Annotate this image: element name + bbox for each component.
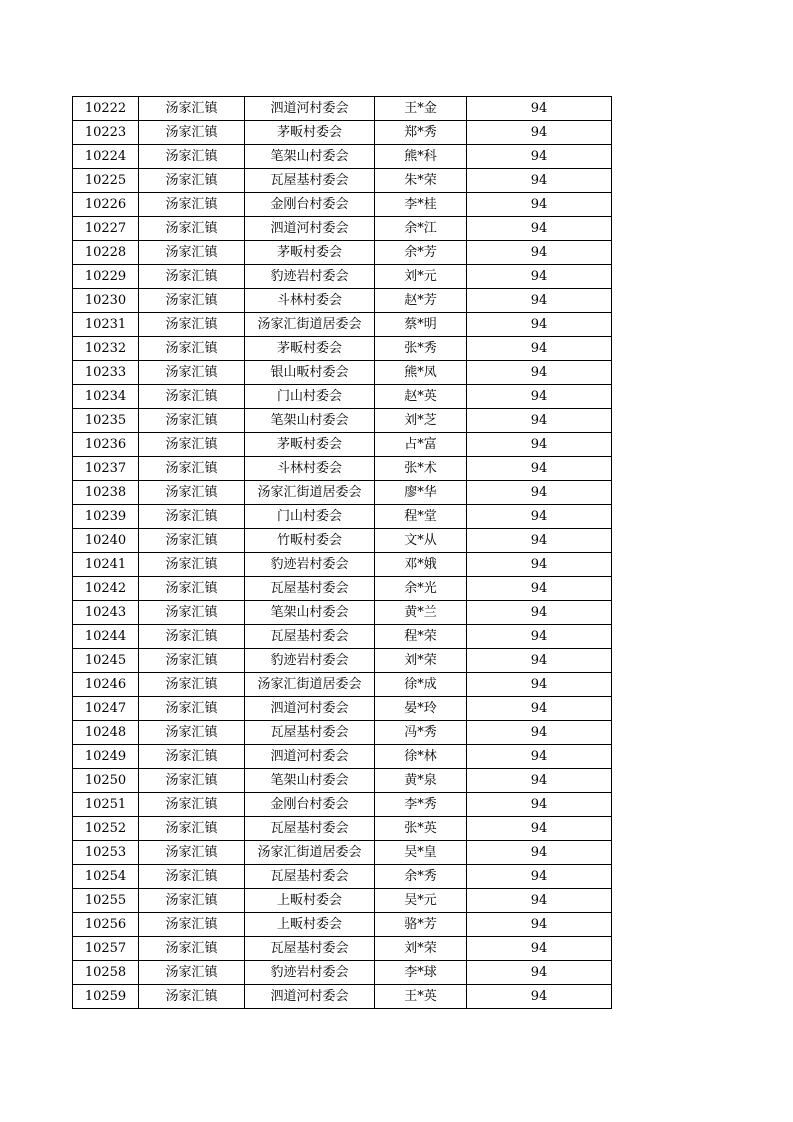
row-town-cell: 汤家汇镇 <box>139 193 245 217</box>
row-name-cell: 李*球 <box>375 961 467 985</box>
row-town-cell: 汤家汇镇 <box>139 961 245 985</box>
row-score-cell: 94 <box>467 241 612 265</box>
table-row <box>73 409 612 433</box>
row-town-cell: 汤家汇镇 <box>139 121 245 145</box>
row-village-cell: 豹迹岩村委会 <box>245 649 375 673</box>
table-row <box>73 385 612 409</box>
row-id-cell: 10238 <box>73 481 139 505</box>
row-id-cell: 10226 <box>73 193 139 217</box>
row-score-cell: 94 <box>467 697 612 721</box>
row-town-cell: 汤家汇镇 <box>139 793 245 817</box>
row-town-cell: 汤家汇镇 <box>139 529 245 553</box>
row-village-cell: 上畈村委会 <box>245 913 375 937</box>
row-name-cell: 王*金 <box>375 97 467 121</box>
row-score-cell: 94 <box>467 961 612 985</box>
row-village-cell: 斗林村委会 <box>245 289 375 313</box>
row-village-cell: 门山村委会 <box>245 385 375 409</box>
row-name-cell: 刘*荣 <box>375 937 467 961</box>
row-id-cell: 10255 <box>73 889 139 913</box>
row-village-cell: 茅畈村委会 <box>245 433 375 457</box>
row-name-cell: 占*富 <box>375 433 467 457</box>
row-id-cell: 10222 <box>73 97 139 121</box>
row-id-cell: 10254 <box>73 865 139 889</box>
table-row <box>73 553 612 577</box>
row-town-cell: 汤家汇镇 <box>139 313 245 337</box>
row-town-cell: 汤家汇镇 <box>139 145 245 169</box>
row-town-cell: 汤家汇镇 <box>139 553 245 577</box>
row-id-cell: 10258 <box>73 961 139 985</box>
row-id-cell: 10246 <box>73 673 139 697</box>
table-row <box>73 865 612 889</box>
table-row <box>73 193 612 217</box>
row-id-cell: 10244 <box>73 625 139 649</box>
row-id-cell: 10247 <box>73 697 139 721</box>
row-id-cell: 10253 <box>73 841 139 865</box>
row-town-cell: 汤家汇镇 <box>139 337 245 361</box>
table-row <box>73 97 612 121</box>
row-name-cell: 王*英 <box>375 985 467 1009</box>
table-row <box>73 577 612 601</box>
row-name-cell: 赵*芳 <box>375 289 467 313</box>
table-row <box>73 433 612 457</box>
row-town-cell: 汤家汇镇 <box>139 265 245 289</box>
row-id-cell: 10243 <box>73 601 139 625</box>
row-town-cell: 汤家汇镇 <box>139 817 245 841</box>
row-score-cell: 94 <box>467 193 612 217</box>
row-id-cell: 10242 <box>73 577 139 601</box>
row-score-cell: 94 <box>467 601 612 625</box>
row-score-cell: 94 <box>467 985 612 1009</box>
row-village-cell: 汤家汇街道居委会 <box>245 481 375 505</box>
row-id-cell: 10230 <box>73 289 139 313</box>
row-name-cell: 程*荣 <box>375 625 467 649</box>
row-village-cell: 泗道河村委会 <box>245 97 375 121</box>
row-village-cell: 泗道河村委会 <box>245 745 375 769</box>
row-id-cell: 10224 <box>73 145 139 169</box>
row-name-cell: 骆*芳 <box>375 913 467 937</box>
table-row <box>73 457 612 481</box>
row-name-cell: 熊*凤 <box>375 361 467 385</box>
table-row <box>73 889 612 913</box>
row-town-cell: 汤家汇镇 <box>139 721 245 745</box>
row-id-cell: 10229 <box>73 265 139 289</box>
row-town-cell: 汤家汇镇 <box>139 601 245 625</box>
table-row <box>73 625 612 649</box>
row-id-cell: 10228 <box>73 241 139 265</box>
row-score-cell: 94 <box>467 385 612 409</box>
table-row <box>73 649 612 673</box>
table-row <box>73 697 612 721</box>
row-village-cell: 银山畈村委会 <box>245 361 375 385</box>
row-name-cell: 刘*元 <box>375 265 467 289</box>
row-name-cell: 文*从 <box>375 529 467 553</box>
row-id-cell: 10257 <box>73 937 139 961</box>
row-score-cell: 94 <box>467 889 612 913</box>
row-score-cell: 94 <box>467 577 612 601</box>
row-name-cell: 晏*玲 <box>375 697 467 721</box>
row-id-cell: 10245 <box>73 649 139 673</box>
row-name-cell: 张*秀 <box>375 337 467 361</box>
row-name-cell: 吴*元 <box>375 889 467 913</box>
row-village-cell: 茅畈村委会 <box>245 241 375 265</box>
row-town-cell: 汤家汇镇 <box>139 625 245 649</box>
row-village-cell: 汤家汇街道居委会 <box>245 841 375 865</box>
row-id-cell: 10223 <box>73 121 139 145</box>
row-village-cell: 瓦屋基村委会 <box>245 865 375 889</box>
table-row <box>73 673 612 697</box>
row-id-cell: 10233 <box>73 361 139 385</box>
row-village-cell: 泗道河村委会 <box>245 985 375 1009</box>
row-name-cell: 吴*皇 <box>375 841 467 865</box>
row-id-cell: 10239 <box>73 505 139 529</box>
row-score-cell: 94 <box>467 97 612 121</box>
row-town-cell: 汤家汇镇 <box>139 865 245 889</box>
row-score-cell: 94 <box>467 169 612 193</box>
table-row <box>73 601 612 625</box>
table-row <box>73 529 612 553</box>
row-score-cell: 94 <box>467 433 612 457</box>
table-row <box>73 121 612 145</box>
row-id-cell: 10234 <box>73 385 139 409</box>
row-name-cell: 冯*秀 <box>375 721 467 745</box>
row-score-cell: 94 <box>467 313 612 337</box>
row-score-cell: 94 <box>467 121 612 145</box>
row-score-cell: 94 <box>467 265 612 289</box>
row-score-cell: 94 <box>467 625 612 649</box>
row-name-cell: 张*术 <box>375 457 467 481</box>
row-score-cell: 94 <box>467 865 612 889</box>
row-town-cell: 汤家汇镇 <box>139 745 245 769</box>
row-score-cell: 94 <box>467 817 612 841</box>
table-row <box>73 505 612 529</box>
table-row <box>73 361 612 385</box>
row-town-cell: 汤家汇镇 <box>139 937 245 961</box>
row-village-cell: 豹迹岩村委会 <box>245 553 375 577</box>
row-town-cell: 汤家汇镇 <box>139 769 245 793</box>
row-town-cell: 汤家汇镇 <box>139 841 245 865</box>
row-name-cell: 余*芳 <box>375 241 467 265</box>
table-row <box>73 145 612 169</box>
table-row <box>73 817 612 841</box>
row-name-cell: 黄*兰 <box>375 601 467 625</box>
row-name-cell: 熊*科 <box>375 145 467 169</box>
row-village-cell: 豹迹岩村委会 <box>245 265 375 289</box>
row-score-cell: 94 <box>467 793 612 817</box>
row-village-cell: 金刚台村委会 <box>245 193 375 217</box>
row-score-cell: 94 <box>467 457 612 481</box>
row-score-cell: 94 <box>467 337 612 361</box>
row-name-cell: 黄*泉 <box>375 769 467 793</box>
row-village-cell: 金刚台村委会 <box>245 793 375 817</box>
row-id-cell: 10232 <box>73 337 139 361</box>
row-town-cell: 汤家汇镇 <box>139 97 245 121</box>
row-id-cell: 10235 <box>73 409 139 433</box>
row-name-cell: 郑*秀 <box>375 121 467 145</box>
row-id-cell: 10225 <box>73 169 139 193</box>
row-town-cell: 汤家汇镇 <box>139 505 245 529</box>
row-id-cell: 10259 <box>73 985 139 1009</box>
table-row <box>73 913 612 937</box>
row-village-cell: 泗道河村委会 <box>245 217 375 241</box>
row-id-cell: 10249 <box>73 745 139 769</box>
row-town-cell: 汤家汇镇 <box>139 673 245 697</box>
row-name-cell: 廖*华 <box>375 481 467 505</box>
row-id-cell: 10241 <box>73 553 139 577</box>
row-village-cell: 竹畈村委会 <box>245 529 375 553</box>
row-name-cell: 蔡*明 <box>375 313 467 337</box>
row-village-cell: 笔架山村委会 <box>245 769 375 793</box>
row-id-cell: 10248 <box>73 721 139 745</box>
row-score-cell: 94 <box>467 409 612 433</box>
row-id-cell: 10250 <box>73 769 139 793</box>
row-name-cell: 李*秀 <box>375 793 467 817</box>
row-village-cell: 瓦屋基村委会 <box>245 937 375 961</box>
row-id-cell: 10256 <box>73 913 139 937</box>
row-score-cell: 94 <box>467 673 612 697</box>
row-village-cell: 瓦屋基村委会 <box>245 577 375 601</box>
row-name-cell: 李*桂 <box>375 193 467 217</box>
table-row <box>73 241 612 265</box>
row-village-cell: 笔架山村委会 <box>245 145 375 169</box>
table-row <box>73 217 612 241</box>
row-town-cell: 汤家汇镇 <box>139 433 245 457</box>
row-town-cell: 汤家汇镇 <box>139 385 245 409</box>
table-row <box>73 769 612 793</box>
row-village-cell: 斗林村委会 <box>245 457 375 481</box>
row-id-cell: 10240 <box>73 529 139 553</box>
row-score-cell: 94 <box>467 769 612 793</box>
row-village-cell: 汤家汇街道居委会 <box>245 673 375 697</box>
row-village-cell: 笔架山村委会 <box>245 601 375 625</box>
row-village-cell: 瓦屋基村委会 <box>245 625 375 649</box>
row-name-cell: 刘*芝 <box>375 409 467 433</box>
table-row <box>73 841 612 865</box>
row-name-cell: 余*秀 <box>375 865 467 889</box>
row-score-cell: 94 <box>467 289 612 313</box>
row-town-cell: 汤家汇镇 <box>139 913 245 937</box>
row-town-cell: 汤家汇镇 <box>139 697 245 721</box>
row-score-cell: 94 <box>467 217 612 241</box>
table-row <box>73 169 612 193</box>
row-village-cell: 瓦屋基村委会 <box>245 817 375 841</box>
row-town-cell: 汤家汇镇 <box>139 169 245 193</box>
row-village-cell: 笔架山村委会 <box>245 409 375 433</box>
row-town-cell: 汤家汇镇 <box>139 577 245 601</box>
row-id-cell: 10231 <box>73 313 139 337</box>
row-town-cell: 汤家汇镇 <box>139 361 245 385</box>
table-row <box>73 265 612 289</box>
table-row <box>73 481 612 505</box>
row-id-cell: 10252 <box>73 817 139 841</box>
row-village-cell: 门山村委会 <box>245 505 375 529</box>
row-village-cell: 泗道河村委会 <box>245 697 375 721</box>
row-name-cell: 朱*荣 <box>375 169 467 193</box>
table-row <box>73 793 612 817</box>
row-score-cell: 94 <box>467 481 612 505</box>
row-town-cell: 汤家汇镇 <box>139 217 245 241</box>
row-town-cell: 汤家汇镇 <box>139 241 245 265</box>
row-town-cell: 汤家汇镇 <box>139 889 245 913</box>
row-name-cell: 程*堂 <box>375 505 467 529</box>
row-id-cell: 10251 <box>73 793 139 817</box>
table-row <box>73 313 612 337</box>
roster-table-body <box>73 97 612 1009</box>
table-row <box>73 985 612 1009</box>
row-name-cell: 徐*成 <box>375 673 467 697</box>
table-row <box>73 289 612 313</box>
row-score-cell: 94 <box>467 145 612 169</box>
row-village-cell: 茅畈村委会 <box>245 121 375 145</box>
row-town-cell: 汤家汇镇 <box>139 457 245 481</box>
row-village-cell: 汤家汇街道居委会 <box>245 313 375 337</box>
row-score-cell: 94 <box>467 529 612 553</box>
row-score-cell: 94 <box>467 361 612 385</box>
row-score-cell: 94 <box>467 505 612 529</box>
row-id-cell: 10237 <box>73 457 139 481</box>
row-id-cell: 10236 <box>73 433 139 457</box>
row-score-cell: 94 <box>467 553 612 577</box>
table-row <box>73 721 612 745</box>
table-row <box>73 745 612 769</box>
row-village-cell: 瓦屋基村委会 <box>245 169 375 193</box>
row-village-cell: 瓦屋基村委会 <box>245 721 375 745</box>
table-row <box>73 337 612 361</box>
row-name-cell: 邓*娥 <box>375 553 467 577</box>
table-row <box>73 937 612 961</box>
row-name-cell: 赵*英 <box>375 385 467 409</box>
row-town-cell: 汤家汇镇 <box>139 289 245 313</box>
row-name-cell: 余*江 <box>375 217 467 241</box>
row-name-cell: 徐*林 <box>375 745 467 769</box>
row-name-cell: 余*光 <box>375 577 467 601</box>
row-score-cell: 94 <box>467 745 612 769</box>
row-name-cell: 张*英 <box>375 817 467 841</box>
row-score-cell: 94 <box>467 649 612 673</box>
row-score-cell: 94 <box>467 841 612 865</box>
row-score-cell: 94 <box>467 913 612 937</box>
row-village-cell: 茅畈村委会 <box>245 337 375 361</box>
row-town-cell: 汤家汇镇 <box>139 409 245 433</box>
table-row <box>73 961 612 985</box>
row-score-cell: 94 <box>467 937 612 961</box>
row-village-cell: 上畈村委会 <box>245 889 375 913</box>
row-town-cell: 汤家汇镇 <box>139 481 245 505</box>
roster-table <box>72 96 612 1009</box>
row-town-cell: 汤家汇镇 <box>139 985 245 1009</box>
row-score-cell: 94 <box>467 721 612 745</box>
row-village-cell: 豹迹岩村委会 <box>245 961 375 985</box>
row-town-cell: 汤家汇镇 <box>139 649 245 673</box>
row-id-cell: 10227 <box>73 217 139 241</box>
row-name-cell: 刘*荣 <box>375 649 467 673</box>
